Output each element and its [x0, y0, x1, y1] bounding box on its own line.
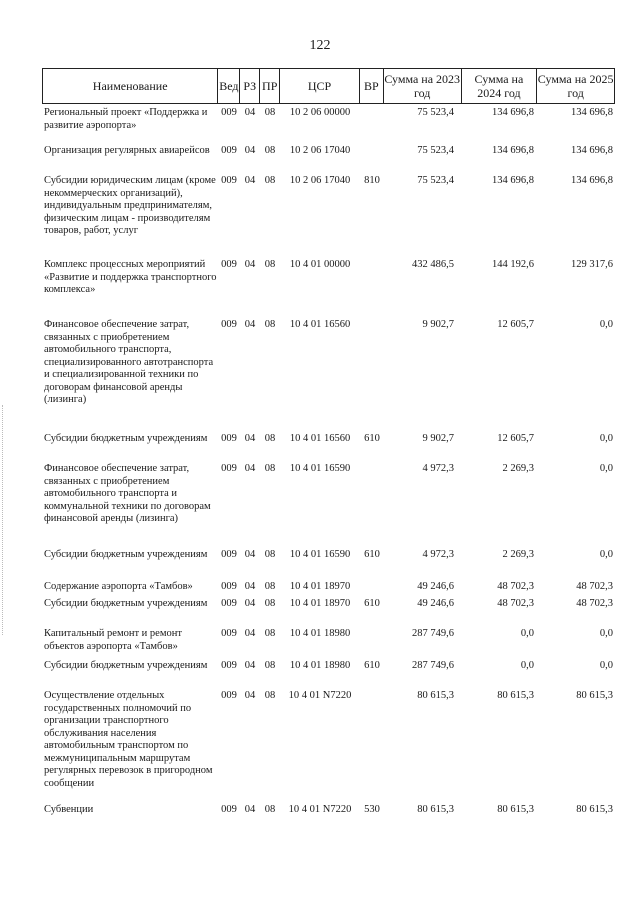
row-csr: 10 4 01 00000 [289, 259, 351, 270]
row-pr: 08 [264, 549, 276, 560]
row-pr: 08 [264, 690, 276, 701]
row-sum-2023: 287 749,6 [412, 660, 454, 671]
row-sum-2023: 4 972,3 [422, 549, 454, 560]
table-row [42, 107, 627, 145]
row-csr: 10 4 01 16560 [289, 433, 351, 444]
row-sum-2024: 2 269,3 [502, 549, 534, 560]
row-csr: 10 2 06 17040 [289, 175, 351, 186]
header-rz: РЗ [240, 69, 260, 103]
row-sum-2024: 134 696,8 [492, 145, 534, 156]
row-rz: 04 [244, 259, 256, 270]
row-rz: 04 [244, 145, 256, 156]
row-sum-2023: 75 523,4 [417, 107, 454, 118]
row-csr: 10 4 01 16560 [289, 319, 351, 330]
row-rz: 04 [244, 433, 256, 444]
row-sum-2025: 134 696,8 [571, 175, 613, 186]
header-sum-2025: Сумма на 2025 год [537, 72, 614, 100]
header-pr: ПР [260, 69, 280, 103]
table-row [42, 549, 627, 581]
row-name: Осуществление отдельных государственных полномочий по организации транспортного обслуживания населения автомобильным транспортом по межмуниципальным маршрутам регулярных перевозок в пригородном сообщении [44, 690, 213, 789]
row-rz: 04 [244, 660, 256, 671]
table-row [42, 690, 627, 804]
row-vr: 610 [364, 549, 380, 560]
row-sum-2025: 48 702,3 [576, 598, 613, 609]
table-row [42, 628, 627, 660]
table-row [42, 175, 627, 259]
row-sum-2025: 80 615,3 [576, 804, 613, 815]
row-csr: 10 4 01 16590 [289, 463, 351, 474]
row-ved: 009 [221, 804, 237, 815]
table-row [42, 598, 627, 628]
row-ved: 009 [221, 433, 237, 444]
header-vr: ВР [360, 69, 384, 103]
row-rz: 04 [244, 804, 256, 815]
table-header [42, 68, 615, 104]
row-ved: 009 [221, 145, 237, 156]
row-rz: 04 [244, 319, 256, 330]
row-ved: 009 [221, 319, 237, 330]
row-name: Комплекс процессных мероприятий «Развитие и поддержка транспортного комплекса» [44, 259, 217, 295]
row-csr: 10 4 01 18970 [289, 581, 351, 592]
table-row [42, 145, 627, 175]
row-sum-2024: 12 605,7 [497, 319, 534, 330]
row-vr: 610 [364, 433, 380, 444]
row-rz: 04 [244, 581, 256, 592]
row-rz: 04 [244, 175, 256, 186]
row-sum-2024: 2 269,3 [502, 463, 534, 474]
row-sum-2025: 0,0 [599, 463, 613, 474]
row-sum-2023: 75 523,4 [417, 145, 454, 156]
table-row [42, 660, 627, 690]
row-name: Субсидии бюджетным учреждениям [44, 433, 208, 444]
page-number: 122 [309, 38, 331, 53]
row-csr: 10 4 01 N7220 [288, 690, 352, 701]
table-row [42, 259, 627, 319]
row-sum-2023: 432 486,5 [412, 259, 454, 270]
row-ved: 009 [221, 581, 237, 592]
row-sum-2023: 287 749,6 [412, 628, 454, 639]
table-row [42, 804, 627, 820]
row-vr: 610 [364, 598, 380, 609]
header-sum-2024: Сумма на 2024 год [462, 69, 538, 103]
row-pr: 08 [264, 175, 276, 186]
row-vr: 530 [364, 804, 380, 815]
row-csr: 10 4 01 18980 [289, 628, 351, 639]
row-pr: 08 [264, 581, 276, 592]
row-pr: 08 [264, 433, 276, 444]
row-name: Финансовое обеспечение затрат, связанных с приобретением автомобильного транспорта и коммунальной техники по договорам финансовой аренды (лизинга) [44, 463, 211, 524]
row-csr: 10 4 01 16590 [289, 549, 351, 560]
table-row [42, 433, 627, 463]
row-sum-2025: 134 696,8 [571, 145, 613, 156]
row-sum-2024: 48 702,3 [497, 598, 534, 609]
row-pr: 08 [264, 598, 276, 609]
row-sum-2025: 0,0 [599, 660, 613, 671]
row-csr: 10 2 06 17040 [289, 145, 351, 156]
header-csr: ЦСР [280, 69, 360, 103]
row-name: Субсидии бюджетным учреждениям [44, 598, 208, 609]
row-ved: 009 [221, 660, 237, 671]
row-pr: 08 [264, 463, 276, 474]
row-vr: 610 [364, 660, 380, 671]
row-sum-2023: 80 615,3 [417, 690, 454, 701]
header-sum-2023: Сумма на 2023 год [384, 69, 462, 103]
row-sum-2025: 48 702,3 [576, 581, 613, 592]
row-sum-2024: 0,0 [520, 628, 534, 639]
row-pr: 08 [264, 259, 276, 270]
row-csr: 10 4 01 18970 [289, 598, 351, 609]
row-pr: 08 [264, 660, 276, 671]
row-sum-2025: 0,0 [599, 549, 613, 560]
row-name: Капитальный ремонт и ремонт объектов аэропорта «Тамбов» [44, 628, 182, 652]
row-sum-2023: 9 902,7 [422, 433, 454, 444]
row-ved: 009 [221, 549, 237, 560]
row-name: Содержание аэропорта «Тамбов» [44, 581, 193, 592]
row-sum-2025: 0,0 [599, 628, 613, 639]
row-sum-2023: 9 902,7 [422, 319, 454, 330]
row-pr: 08 [264, 628, 276, 639]
row-sum-2025: 0,0 [599, 433, 613, 444]
row-sum-2025: 129 317,6 [571, 259, 613, 270]
row-ved: 009 [221, 628, 237, 639]
row-pr: 08 [264, 145, 276, 156]
row-rz: 04 [244, 628, 256, 639]
row-sum-2023: 75 523,4 [417, 175, 454, 186]
row-name: Субсидии бюджетным учреждениям [44, 660, 208, 671]
header-name: Наименование [43, 69, 218, 103]
row-sum-2024: 80 615,3 [497, 690, 534, 701]
row-name: Региональный проект «Поддержка и развитие аэропорта» [44, 107, 208, 131]
row-sum-2024: 144 192,6 [492, 259, 534, 270]
row-ved: 009 [221, 259, 237, 270]
row-csr: 10 4 01 N7220 [288, 804, 352, 815]
row-pr: 08 [264, 804, 276, 815]
table-row [42, 319, 627, 433]
row-sum-2024: 134 696,8 [492, 175, 534, 186]
row-name: Субсидии юридическим лицам (кроме некоммерческих организаций), индивидуальным предпринимателям, физическим лицам - производителям товаров, работ, услуг [44, 175, 216, 236]
row-sum-2023: 49 246,6 [417, 598, 454, 609]
scan-margin-mark [2, 405, 4, 635]
row-ved: 009 [221, 175, 237, 186]
row-name: Субсидии бюджетным учреждениям [44, 549, 208, 560]
row-rz: 04 [244, 107, 256, 118]
row-sum-2023: 4 972,3 [422, 463, 454, 474]
table-body [42, 107, 627, 820]
row-rz: 04 [244, 690, 256, 701]
row-rz: 04 [244, 598, 256, 609]
row-ved: 009 [221, 690, 237, 701]
row-pr: 08 [264, 319, 276, 330]
row-sum-2024: 12 605,7 [497, 433, 534, 444]
row-ved: 009 [221, 107, 237, 118]
table-row [42, 463, 627, 549]
row-sum-2023: 49 246,6 [417, 581, 454, 592]
row-sum-2025: 80 615,3 [576, 690, 613, 701]
row-csr: 10 4 01 18980 [289, 660, 351, 671]
row-ved: 009 [221, 463, 237, 474]
row-rz: 04 [244, 549, 256, 560]
row-sum-2024: 0,0 [520, 660, 534, 671]
row-name: Финансовое обеспечение затрат, связанных с приобретением автомобильного транспорта, специализированного автотранспорта и специализированной техники по договорам финансовой аренды (лизинга) [44, 319, 214, 405]
row-sum-2023: 80 615,3 [417, 804, 454, 815]
row-sum-2024: 48 702,3 [497, 581, 534, 592]
row-pr: 08 [264, 107, 276, 118]
row-csr: 10 2 06 00000 [289, 107, 351, 118]
row-sum-2024: 80 615,3 [497, 804, 534, 815]
row-sum-2024: 134 696,8 [492, 107, 534, 118]
row-rz: 04 [244, 463, 256, 474]
row-sum-2025: 134 696,8 [571, 107, 613, 118]
row-name: Организация регулярных авиарейсов [44, 145, 210, 156]
row-ved: 009 [221, 598, 237, 609]
row-sum-2025: 0,0 [599, 319, 613, 330]
table-row [42, 581, 627, 598]
row-vr: 810 [364, 175, 380, 186]
row-name: Субвенции [44, 804, 94, 815]
header-ved: Вед [218, 69, 240, 103]
